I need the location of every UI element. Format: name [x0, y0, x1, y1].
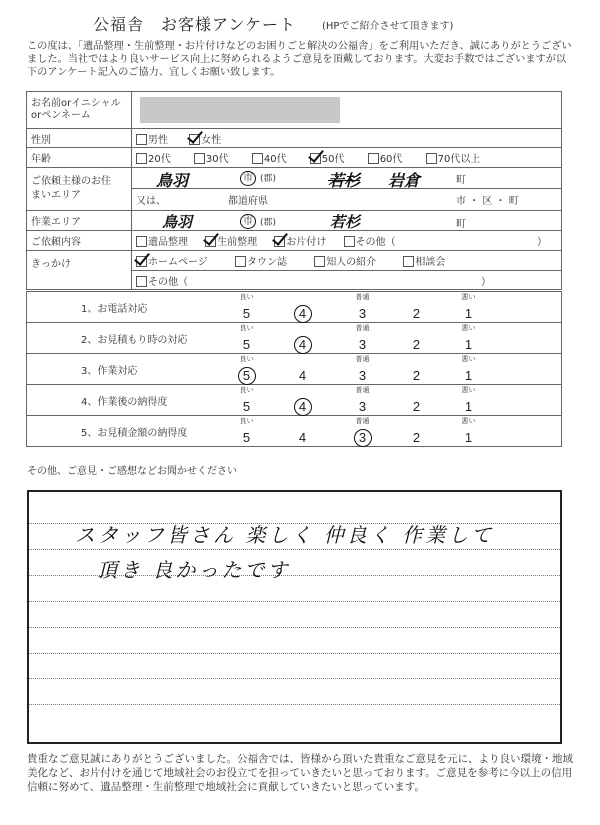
- rating-caption: [283, 292, 323, 303]
- county-option: (郡): [260, 174, 277, 184]
- age-20s-option[interactable]: 20代: [136, 150, 171, 165]
- trigger-label: きっかけ: [27, 251, 132, 290]
- rating-caption: [397, 292, 437, 303]
- rating-value: 5: [242, 306, 251, 321]
- trigger-options: [132, 251, 562, 271]
- residence-handwritten-row: [132, 168, 561, 189]
- residence-label: ご依頼主様のお住まいエリア: [27, 168, 132, 211]
- rating-scale: [237, 416, 562, 447]
- rating-row: [27, 354, 562, 385]
- request-tidy-option[interactable]: お片付け: [274, 233, 326, 248]
- trigger-homepage-option[interactable]: ホームページ: [136, 253, 208, 268]
- rating-option-5[interactable]: [227, 385, 267, 416]
- comments-textarea[interactable]: [27, 490, 562, 744]
- checkbox[interactable]: [403, 256, 414, 267]
- trigger-other-row: その他（ ）: [132, 271, 562, 290]
- rating-row: [27, 292, 562, 323]
- checkbox[interactable]: [368, 153, 379, 164]
- rating-caption: 悪い: [461, 293, 476, 301]
- trigger-magazine-option[interactable]: タウン誌: [235, 253, 287, 268]
- rating-option-4[interactable]: [283, 354, 323, 385]
- rating-caption: [397, 354, 437, 365]
- checkbox[interactable]: [314, 256, 325, 267]
- checkbox[interactable]: [426, 153, 437, 164]
- intro-text: この度は、「遺品整理・生前整理・お片付けなどのお困りごと解決の公福舎」をご利用いただき、誠にありがとうございました。当社ではより良いサービス向上に努められるようご意見を頂戴しております。大変お手数ではございますが以下のアンケート記入のご協力、宜しくお願い致します。: [27, 41, 572, 78]
- rating-value: 4: [298, 430, 307, 445]
- gender-options: [132, 129, 562, 148]
- comment-line-1: スタッフ皆さん 楽しく 仲良く 作業して: [75, 523, 495, 547]
- trigger-consultation-option[interactable]: 相談会: [403, 253, 445, 268]
- header: [0, 12, 600, 36]
- rating-caption: 良い: [239, 386, 254, 394]
- rating-option-1[interactable]: [449, 385, 489, 416]
- rating-option-1[interactable]: [449, 323, 489, 354]
- checkbox-checked[interactable]: [274, 236, 285, 247]
- age-40s-option[interactable]: 40代: [252, 150, 287, 165]
- rating-option-3[interactable]: [343, 354, 383, 385]
- trigger-referral-option[interactable]: 知人の紹介: [314, 253, 376, 268]
- request-living-option[interactable]: 生前整理: [205, 233, 257, 248]
- rating-option-1[interactable]: [449, 354, 489, 385]
- rating-row: [27, 385, 562, 416]
- request-estate-option[interactable]: 遺品整理: [136, 233, 188, 248]
- rating-caption: [397, 385, 437, 396]
- rating-value: 2: [412, 337, 421, 352]
- rating-value: 3: [358, 337, 367, 352]
- rating-value: 4: [298, 368, 307, 383]
- rating-option-3[interactable]: [343, 385, 383, 416]
- rating-question: 2、お見積もり時の対応: [27, 323, 237, 354]
- checkbox[interactable]: [136, 276, 147, 287]
- rating-caption: 普通: [355, 324, 370, 332]
- work-area-label: 作業エリア: [27, 211, 132, 231]
- checkbox-checked[interactable]: [136, 256, 147, 267]
- rating-option-2[interactable]: [397, 385, 437, 416]
- trigger-other-option[interactable]: その他（: [136, 273, 188, 288]
- ruled-line: [29, 653, 560, 654]
- rating-caption: [397, 416, 437, 427]
- request-other-option[interactable]: その他（: [344, 233, 396, 248]
- rating-caption: 普通: [355, 386, 370, 394]
- rating-caption: 悪い: [461, 355, 476, 363]
- rating-caption: 良い: [239, 324, 254, 332]
- ruled-line: [29, 627, 560, 628]
- rating-value: 2: [412, 430, 421, 445]
- rating-caption: 良い: [239, 417, 254, 425]
- rating-option-2[interactable]: [397, 292, 437, 323]
- rating-option-5[interactable]: [227, 354, 267, 385]
- rating-caption: [397, 323, 437, 334]
- checkbox[interactable]: [344, 236, 355, 247]
- checkbox[interactable]: [136, 153, 147, 164]
- rating-value: 3: [358, 399, 367, 414]
- request-options: 遺品整理 生前整理 お片付け その他（ ）: [132, 231, 562, 251]
- rating-option-4[interactable]: [283, 292, 323, 323]
- rating-value: 3: [358, 368, 367, 383]
- rating-value-circled: 4: [294, 336, 312, 354]
- age-60s-option[interactable]: 60代: [368, 150, 403, 165]
- rating-option-5[interactable]: [227, 292, 267, 323]
- rating-option-1[interactable]: [449, 292, 489, 323]
- age-50s-option[interactable]: 50代: [310, 150, 345, 165]
- rating-value: 5: [242, 399, 251, 414]
- rating-option-3[interactable]: [343, 323, 383, 354]
- comments-label: その他、ご意見・ご感想などお聞かせください: [27, 466, 237, 477]
- rating-scale: [237, 385, 562, 416]
- rating-value: 1: [464, 306, 473, 321]
- checkbox-checked[interactable]: [205, 236, 216, 247]
- rating-value-circled: 4: [294, 305, 312, 323]
- rating-value: 3: [358, 306, 367, 321]
- rating-value: 5: [242, 337, 251, 352]
- ruled-line: [29, 601, 560, 602]
- rating-caption: 悪い: [461, 386, 476, 394]
- residence-struck-town: 若杉: [328, 171, 361, 190]
- age-options: [132, 148, 562, 168]
- rating-caption: 普通: [355, 417, 370, 425]
- checkbox[interactable]: [136, 134, 147, 145]
- page-title: 公福舎 お客様アンケート: [93, 15, 297, 34]
- rating-value-circled: 3: [354, 429, 372, 447]
- rating-caption: 良い: [239, 355, 254, 363]
- rating-value-circled: 5: [238, 367, 256, 385]
- rating-value: 1: [464, 368, 473, 383]
- residence-town: 岩倉: [388, 171, 421, 190]
- rating-caption: 悪い: [461, 417, 476, 425]
- checkbox-checked[interactable]: [189, 134, 200, 145]
- rating-scale: [237, 354, 562, 385]
- rating-value: 5: [242, 430, 251, 445]
- rating-question: 3、作業対応: [27, 354, 237, 385]
- rating-caption: [283, 416, 323, 427]
- gender-male-option[interactable]: 男性: [136, 131, 168, 146]
- checkbox[interactable]: [235, 256, 246, 267]
- rating-option-1[interactable]: [449, 416, 489, 447]
- rating-caption: 悪い: [461, 324, 476, 332]
- name-label: お名前orイニシャルorペンネーム: [27, 92, 132, 129]
- checkbox[interactable]: [136, 236, 147, 247]
- rating-question: 4、作業後の納得度: [27, 385, 237, 416]
- age-70plus-option[interactable]: 70代以上: [426, 150, 481, 165]
- residence-city: 鳥羽: [156, 171, 189, 190]
- rating-question: 1、お電話対応: [27, 292, 237, 323]
- rating-option-4[interactable]: [283, 385, 323, 416]
- rating-option-5[interactable]: [227, 416, 267, 447]
- rating-caption: [283, 354, 323, 365]
- rating-caption: 普通: [355, 355, 370, 363]
- rating-caption: 普通: [355, 293, 370, 301]
- rating-caption: [283, 385, 323, 396]
- comment-line-2: 頂き 良かったです: [97, 558, 291, 582]
- rating-scale: [237, 323, 562, 354]
- rating-value: 2: [412, 306, 421, 321]
- footer-text: 貴重なご意見誠にありがとうございました。公福舎では、皆様から頂いた貴重なご意見を元に、より良い環境・地域美化など、お片付けを通じて地域社会のお役立てを担っていきたいと思っております。ご意見を参考に今以上の信用信頼に努めて、遺品整理・生前整理で地域社会に貢献していきたいと思っています。: [27, 753, 573, 793]
- rating-option-4[interactable]: [283, 416, 323, 447]
- city-circled: 市: [240, 171, 256, 186]
- survey-form-table: [26, 91, 562, 290]
- work-area-field[interactable]: 鳥羽 市 (郡) 若杉 町: [132, 211, 562, 231]
- rating-scale: [237, 292, 562, 323]
- rating-value: 1: [464, 399, 473, 414]
- rating-option-3[interactable]: [343, 292, 383, 323]
- age-label: 年齢: [27, 148, 132, 168]
- rating-value: 1: [464, 337, 473, 352]
- ruled-line: [29, 678, 560, 679]
- age-30s-option[interactable]: 30代: [194, 150, 229, 165]
- page-subtitle: (HPでご紹介させて頂きます): [322, 21, 454, 32]
- rating-row: [27, 323, 562, 354]
- gender-label: 性別: [27, 129, 132, 148]
- rating-question: 5、お見積金額の納得度: [27, 416, 237, 447]
- ruled-line: [29, 704, 560, 705]
- rating-option-2[interactable]: [397, 323, 437, 354]
- rating-value: 2: [412, 368, 421, 383]
- rating-caption: 良い: [239, 293, 254, 301]
- rating-caption: [283, 323, 323, 334]
- gender-female-option[interactable]: 女性: [189, 131, 221, 146]
- rating-option-2[interactable]: [397, 354, 437, 385]
- checkbox[interactable]: [194, 153, 205, 164]
- ratings-table: [26, 291, 562, 447]
- rating-option-2[interactable]: [397, 416, 437, 447]
- town-suffix: 町: [456, 175, 466, 186]
- rating-option-4[interactable]: [283, 323, 323, 354]
- rating-value: 1: [464, 430, 473, 445]
- rating-option-5[interactable]: [227, 323, 267, 354]
- rating-value: 2: [412, 399, 421, 414]
- request-label: ご依頼内容: [27, 231, 132, 251]
- redacted-name: [140, 97, 340, 123]
- residence-field[interactable]: [132, 168, 562, 211]
- ruled-line: [29, 549, 560, 550]
- rating-value-circled: 4: [294, 398, 312, 416]
- residence-alt-row: 又は、 都道府県 市 ・ 区 ・ 町: [136, 196, 519, 207]
- rating-row: [27, 416, 562, 447]
- checkbox-checked[interactable]: [310, 153, 321, 164]
- checkbox[interactable]: [252, 153, 263, 164]
- rating-option-3[interactable]: [343, 416, 383, 447]
- name-field[interactable]: [132, 92, 562, 129]
